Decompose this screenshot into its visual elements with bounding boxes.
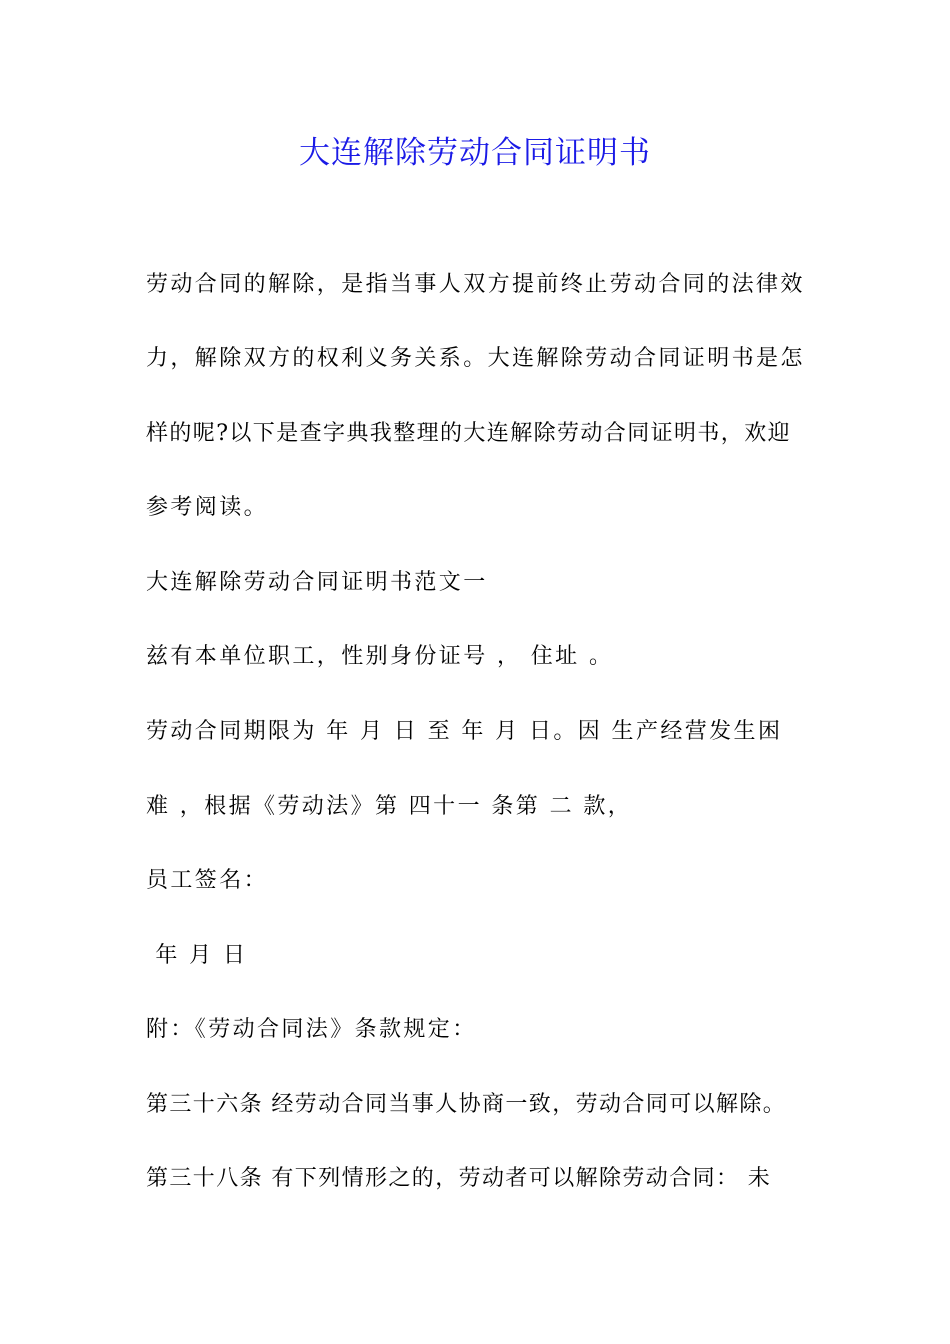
section-heading: 大连解除劳动合同证明书范文一 [146,570,488,595]
article-38-line: 第三十八条 有下列情形之的，劳动者可以解除劳动合同： 未 [146,1166,772,1191]
signature-date-line: 年 月 日 [146,943,248,968]
article-36-line: 第三十六条 经劳动合同当事人协商一致，劳动合同可以解除。 [146,1092,787,1117]
employee-info-line: 兹有本单位职工，性别身份证号 ， 住址 。 [146,644,614,669]
appendix-heading: 附：《劳动合同法》条款规定： [146,1017,477,1042]
document-title: 大连解除劳动合同证明书 [299,135,651,171]
paragraph-line-1: 劳动合同的解除，是指当事人双方提前终止劳动合同的法律效 [146,272,805,297]
paragraph-line-2: 力，解除双方的权利义务关系。大连解除劳动合同证明书是怎 [146,346,805,371]
contract-term-line: 劳动合同期限为 年 月 日 至 年 月 日。因 生产经营发生困 [146,719,783,744]
paragraph-line-4: 参考阅读。 [146,495,269,520]
paragraph-line-3: 样的呢?以下是查字典我整理的大连解除劳动合同证明书，欢迎 [146,421,791,446]
legal-basis-line: 难 ，根据《劳动法》第 四十一 条第 二 款， [146,794,633,819]
employee-signature-label: 员工签名： [146,868,269,893]
